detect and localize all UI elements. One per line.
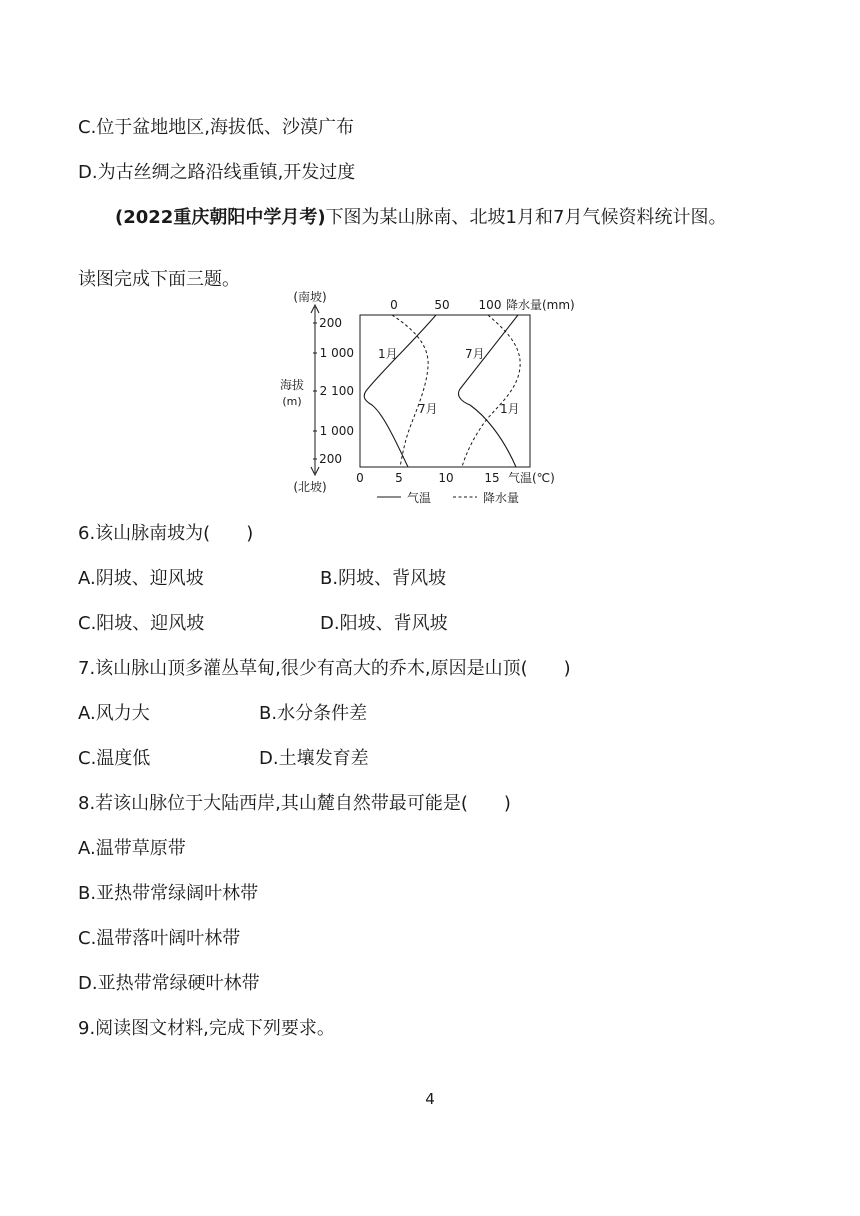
- alt-tick-2: 1 000: [319, 346, 354, 360]
- q7-option-b: B.水分条件差: [259, 703, 368, 724]
- precip-tick-100: 100: [478, 298, 502, 312]
- label-temp-jan: 1月: [378, 347, 398, 361]
- q7-option-c: C.温度低: [78, 748, 151, 769]
- temp-tick-0: 0: [356, 471, 364, 485]
- temp-curve-jan: [364, 315, 436, 467]
- alt-tick-1: 200: [319, 316, 342, 330]
- temp-axis-label: 气温(℃): [508, 471, 555, 485]
- q6-stem: 6.该山脉南坡为( ): [78, 523, 254, 544]
- q6-option-a: A.阴坡、迎风坡: [78, 568, 204, 589]
- q8-stem: 8.若该山脉位于大陆西岸,其山麓自然带最可能是( ): [78, 793, 511, 814]
- north-slope-label: (北坡): [293, 480, 327, 494]
- q6-option-c: C.阳坡、迎风坡: [78, 613, 205, 634]
- q9-stem: 9.阅读图文材料,完成下列要求。: [78, 1018, 335, 1039]
- temp-curve-jul: [458, 315, 518, 467]
- label-precip-jul: 7月: [418, 402, 438, 416]
- label-precip-jan: 1月: [500, 402, 520, 416]
- q8-option-c: C.温带落叶阔叶林带: [78, 928, 241, 949]
- q7-option-a: A.风力大: [78, 703, 150, 724]
- alt-tick-3: 2 100: [319, 384, 354, 398]
- intro-line: [115, 206, 726, 230]
- q8-option-b: B.亚热带常绿阔叶林带: [78, 883, 259, 904]
- intro-text: 下图为某山脉南、北坡1月和7月气候资料统计图。: [325, 207, 727, 228]
- q6-option-d: D.阳坡、背风坡: [320, 613, 448, 634]
- legend-temp: 气温: [407, 491, 432, 505]
- precip-axis-label: 降水量(mm): [506, 298, 575, 312]
- page-number: 4: [425, 1090, 435, 1108]
- q7-stem: 7.该山脉山顶多灌丛草甸,很少有高大的乔木,原因是山顶( ): [78, 658, 571, 679]
- precip-tick-0: 0: [390, 298, 398, 312]
- precip-tick-50: 50: [434, 298, 450, 312]
- label-temp-jul: 7月: [465, 347, 485, 361]
- altitude-unit: (m): [282, 395, 302, 408]
- q8-option-d: D.亚热带常绿硬叶林带: [78, 973, 260, 994]
- legend-precip: 降水量: [483, 491, 520, 505]
- q6-option-b: B.阴坡、背风坡: [320, 568, 447, 589]
- option-c-prev: C.位于盆地地区,海拔低、沙漠广布: [78, 117, 355, 138]
- temp-tick-10: 10: [438, 471, 454, 485]
- temp-tick-15: 15: [484, 471, 500, 485]
- intro-text-2: 读图完成下面三题。: [78, 269, 240, 290]
- climate-chart: [270, 283, 600, 513]
- altitude-label: 海拔: [279, 378, 305, 392]
- q8-option-a: A.温带草原带: [78, 838, 186, 859]
- option-d-prev: D.为古丝绸之路沿线重镇,开发过度: [78, 162, 356, 183]
- q7-option-d: D.土壤发育差: [259, 748, 369, 769]
- intro-source: (2022重庆朝阳中学月考): [115, 207, 326, 228]
- alt-tick-5: 200: [319, 452, 342, 466]
- alt-tick-4: 1 000: [319, 424, 354, 438]
- south-slope-label: (南坡): [293, 290, 327, 304]
- precip-curve-jan: [462, 315, 520, 467]
- temp-tick-5: 5: [395, 471, 403, 485]
